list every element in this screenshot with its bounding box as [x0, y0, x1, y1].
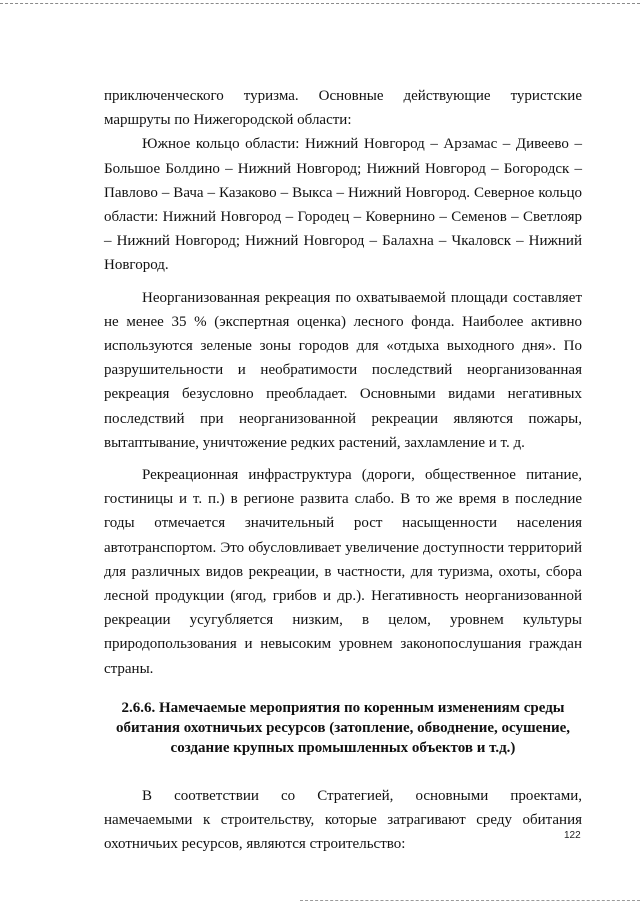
top-scan-border [0, 3, 640, 4]
paragraph-routes: Южное кольцо области: Нижний Новгород – Арзамас – Дивеево – Большое Болдино – Нижний Новгород; Нижний Новгород – Богородск – Павлово – Вача – Казаково – Выкса – Нижний Новгород. Северное кольцо области: Нижний Новгород – Городец – Ковернино – Семенов – Светлояр – Нижний Новгород; Нижний Новгород – Балахна – Чкаловск – Нижний Новгород. [104, 136, 582, 274]
paragraph-unorganized-recreation: Неорганизованная рекреация по охватываемой площади составляет не менее 35 % (экспертная оценка) лесного фонда. Наиболее активно используются зеленые зоны городов для «отдыха выходного дня». По разрушительности и необратимости последствий неорганизованная рекреация безусловно преобладает. Основными видами негативных последствий при неорганизованной рекреации являются пожары, вытаптывание, уничтожение редких растений, захламление и т. д. [104, 289, 582, 451]
section-heading: 2.6.6. Намечаемые мероприятия по коренным изменениям среды обитания охотничьих ресурсов (затопление, обводнение, осушение, создание крупных промышленных объектов и т.д.) [115, 699, 571, 756]
page-number: 122 [564, 830, 581, 841]
document-page [104, 84, 582, 856]
bottom-scan-border [300, 900, 640, 901]
paragraph-infrastructure: Рекреационная инфраструктура (дороги, общественное питание, гостиницы и т. п.) в регионе развита слабо. В то же время в последние годы отмечается значительный рост насыщенности населения автотранспортом. Это обусловливает увеличение доступности территорий для различных видов рекреации, в частности, для туризма, охоты, сбора лесной продукции (ягод, грибов и др.). Негативность неорганизованной рекреации усугубляется низким, в целом, уровнем культуры природопользования и невысоким уровнем законопослушания граждан страны. [104, 467, 582, 677]
paragraph-intro: приключенческого туризма. Основные действующие туристские маршруты по Нижегородской области: [104, 88, 582, 129]
paragraph-strategy: В соответствии со Стратегией, основными проектами, намечаемыми к строительству, которые затрагивают среду обитания охотничьих ресурсов, являются строительство: [104, 787, 582, 853]
